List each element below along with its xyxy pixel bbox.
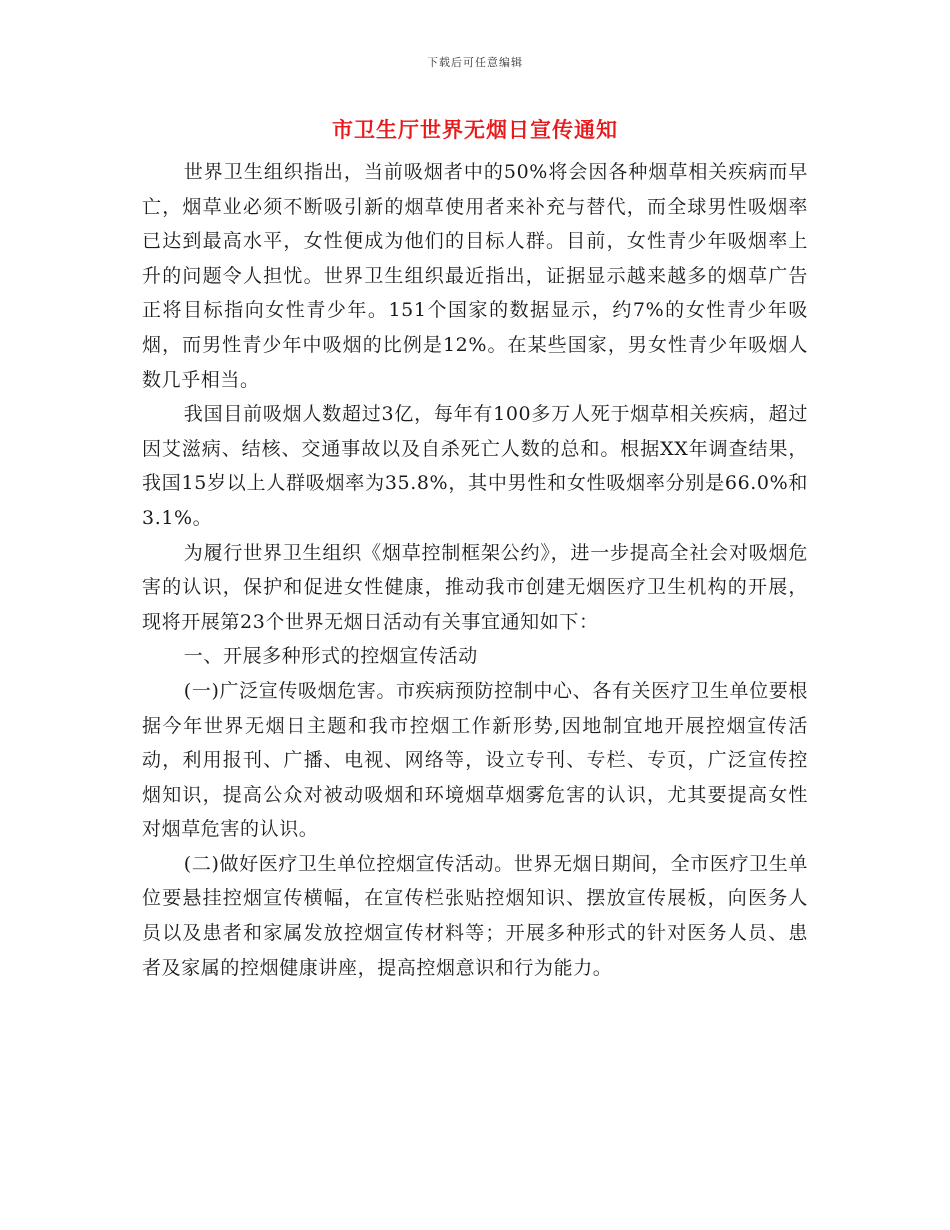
paragraph-notice-purpose: 为履行世界卫生组织《烟草控制框架公约》，进一步提高全社会对吸烟危害的认识，保护和促进女性健康，推动我市创建无烟医疗卫生机构的开展，现将开展第23个世界无烟日活动有关事宜通知如下：	[142, 541, 808, 633]
paragraph-intro: 世界卫生组织指出，当前吸烟者中的50%将会因各种烟草相关疾病而早亡，烟草业必须不断吸引新的烟草使用者来补充与替代，而全球男性吸烟率已达到最高水平，女性便成为他们的目标人群。目前，女性青少年吸烟率上升的问题令人担忧。世界卫生组织最近指出，证据显示越来越多的烟草广告正将目标指向女性青少年。151个国家的数据显示，约7%的女性青少年吸烟，而男性青少年中吸烟的比例是12%。在某些国家，男女性青少年吸烟人数几乎相当。	[142, 161, 808, 391]
section-heading-1: 一、开展多种形式的控烟宣传活动	[183, 645, 478, 668]
paragraph-china-statistics: 我国目前吸烟人数超过3亿，每年有100多万人死于烟草相关疾病，超过因艾滋病、结核、交通事故以及自杀死亡人数的总和。根据XX年调查结果，我国15岁以上人群吸烟率为35.8%，其中男性和女性吸烟率分别是66.0%和3.1%。	[142, 403, 808, 529]
paragraph-item-2: (二)做好医疗卫生单位控烟宣传活动。世界无烟日期间，全市医疗卫生单位要悬挂控烟宣传横幅，在宣传栏张贴控烟知识、摆放宣传展板，向医务人员以及患者和家属发放控烟宣传材料等；开展多种形式的针对医务人员、患者及家属的控烟健康讲座，提高控烟意识和行为能力。	[142, 852, 808, 979]
document-body	[142, 155, 808, 985]
document-title: 市卫生厅世界无烟日宣传通知	[332, 117, 618, 142]
header-note: 下载后可任意编辑	[427, 56, 523, 69]
paragraph-item-1: (一)广泛宣传吸烟危害。市疾病预防控制中心、各有关医疗卫生单位要根据今年世界无烟日主题和我市控烟工作新形势,因地制宜地开展控烟宣传活动，利用报刊、广播、电视、网络等，设立专刊、专栏、专页，广泛宣传控烟知识，提高公众对被动吸烟和环境烟草烟雾危害的认识，尤其要提高女性对烟草危害的认识。	[142, 679, 808, 841]
